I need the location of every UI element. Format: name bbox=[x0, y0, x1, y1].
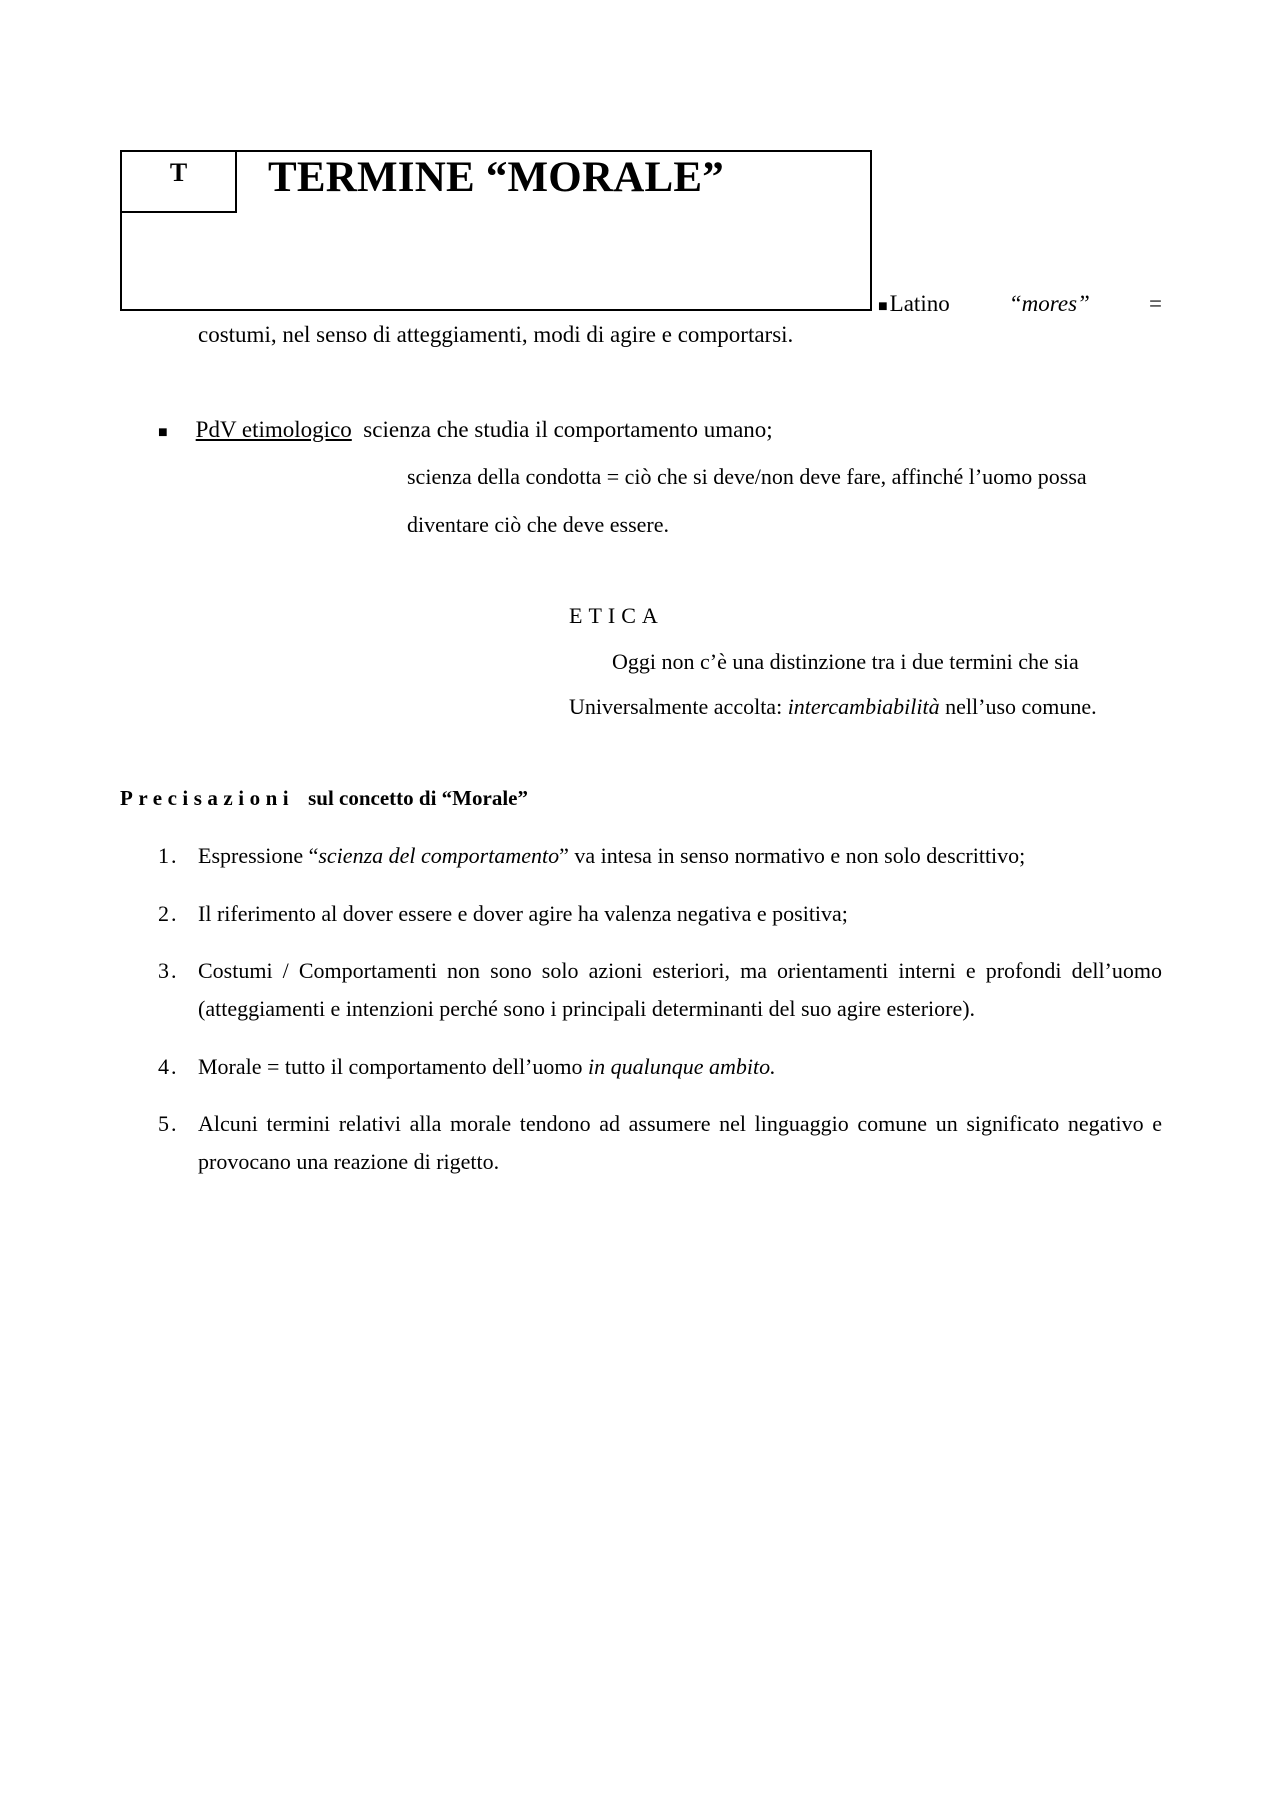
bullet-square-icon: ■ bbox=[878, 298, 888, 315]
latino-label: Latino bbox=[889, 291, 950, 316]
list-text: Alcuni termini relativi alla morale tendono ad assumere nel linguaggio comune un significato negativo e provocano una reazione di rigetto. bbox=[198, 1111, 1162, 1174]
list-text-em: in qualunque ambito. bbox=[588, 1054, 776, 1079]
list-number: 1. bbox=[158, 843, 179, 868]
list-number: 2. bbox=[158, 901, 179, 926]
list-text: Il riferimento al dover essere e dover agire ha valenza negativa e positiva; bbox=[198, 901, 848, 926]
pdv-label: PdV etimologico bbox=[195, 417, 352, 442]
list-item bbox=[158, 895, 1162, 933]
pdv-row bbox=[158, 417, 773, 443]
etica-heading: ETICA bbox=[569, 603, 664, 628]
latino-equals: = bbox=[1149, 291, 1162, 316]
section-letter-box bbox=[120, 150, 237, 213]
latino-label-group bbox=[878, 291, 950, 317]
list-text bbox=[198, 837, 1162, 875]
list-text-pre: Morale = tutto il comportamento dell’uomo bbox=[198, 1054, 588, 1079]
list-text-em: scienza del comportamento bbox=[318, 843, 560, 868]
latino-term: “mores” bbox=[1008, 291, 1090, 316]
list-text-post: ” va intesa in senso normativo e non solo descrittivo; bbox=[559, 843, 1026, 868]
list-item bbox=[158, 952, 1162, 1028]
latino-line bbox=[878, 291, 1162, 317]
pdv-text: scienza che studia il comportamento umano; bbox=[363, 417, 773, 442]
page-title: TERMINE “MORALE” bbox=[268, 154, 724, 201]
list-number: 4. bbox=[158, 1054, 179, 1079]
list-number: 5. bbox=[158, 1111, 179, 1136]
pdv-line-3: diventare ciò che deve essere. bbox=[407, 512, 670, 537]
list-text: Costumi / Comportamenti non sono solo azioni esteriori, ma orientamenti interni e profondi dell’uomo (atteggiamenti e intenzioni perché sono i principali determinanti del suo agire esteriore). bbox=[198, 958, 1162, 1021]
etica-line-2 bbox=[569, 694, 1097, 720]
list-item bbox=[158, 1105, 1162, 1181]
list-text-pre: Espressione “ bbox=[198, 843, 319, 868]
list-number: 3. bbox=[158, 958, 179, 983]
etica-line-1: Oggi non c’è una distinzione tra i due termini che sia bbox=[612, 649, 1079, 674]
etica-line-2-pre: Universalmente accolta: bbox=[569, 694, 788, 719]
precisazioni-heading-rest: sul concetto di “Morale” bbox=[308, 786, 528, 810]
list-text bbox=[198, 1048, 1162, 1086]
precisazioni-heading bbox=[120, 786, 528, 811]
section-letter: T bbox=[169, 158, 188, 187]
pdv-line-2: scienza della condotta = ciò che si deve/non deve fare, affinché l’uomo possa bbox=[407, 464, 1087, 489]
etica-line-2-em: intercambiabilità bbox=[787, 694, 940, 719]
etica-line-2-post: nell’uso comune. bbox=[939, 694, 1097, 719]
latino-continuation: costumi, nel senso di atteggiamenti, modi di agire e comportarsi. bbox=[198, 322, 794, 347]
precisazioni-heading-spaced: Precisazioni bbox=[120, 786, 295, 810]
list-item bbox=[158, 1048, 1162, 1086]
bullet-square-icon: ■ bbox=[158, 424, 168, 441]
list-item bbox=[158, 837, 1162, 875]
